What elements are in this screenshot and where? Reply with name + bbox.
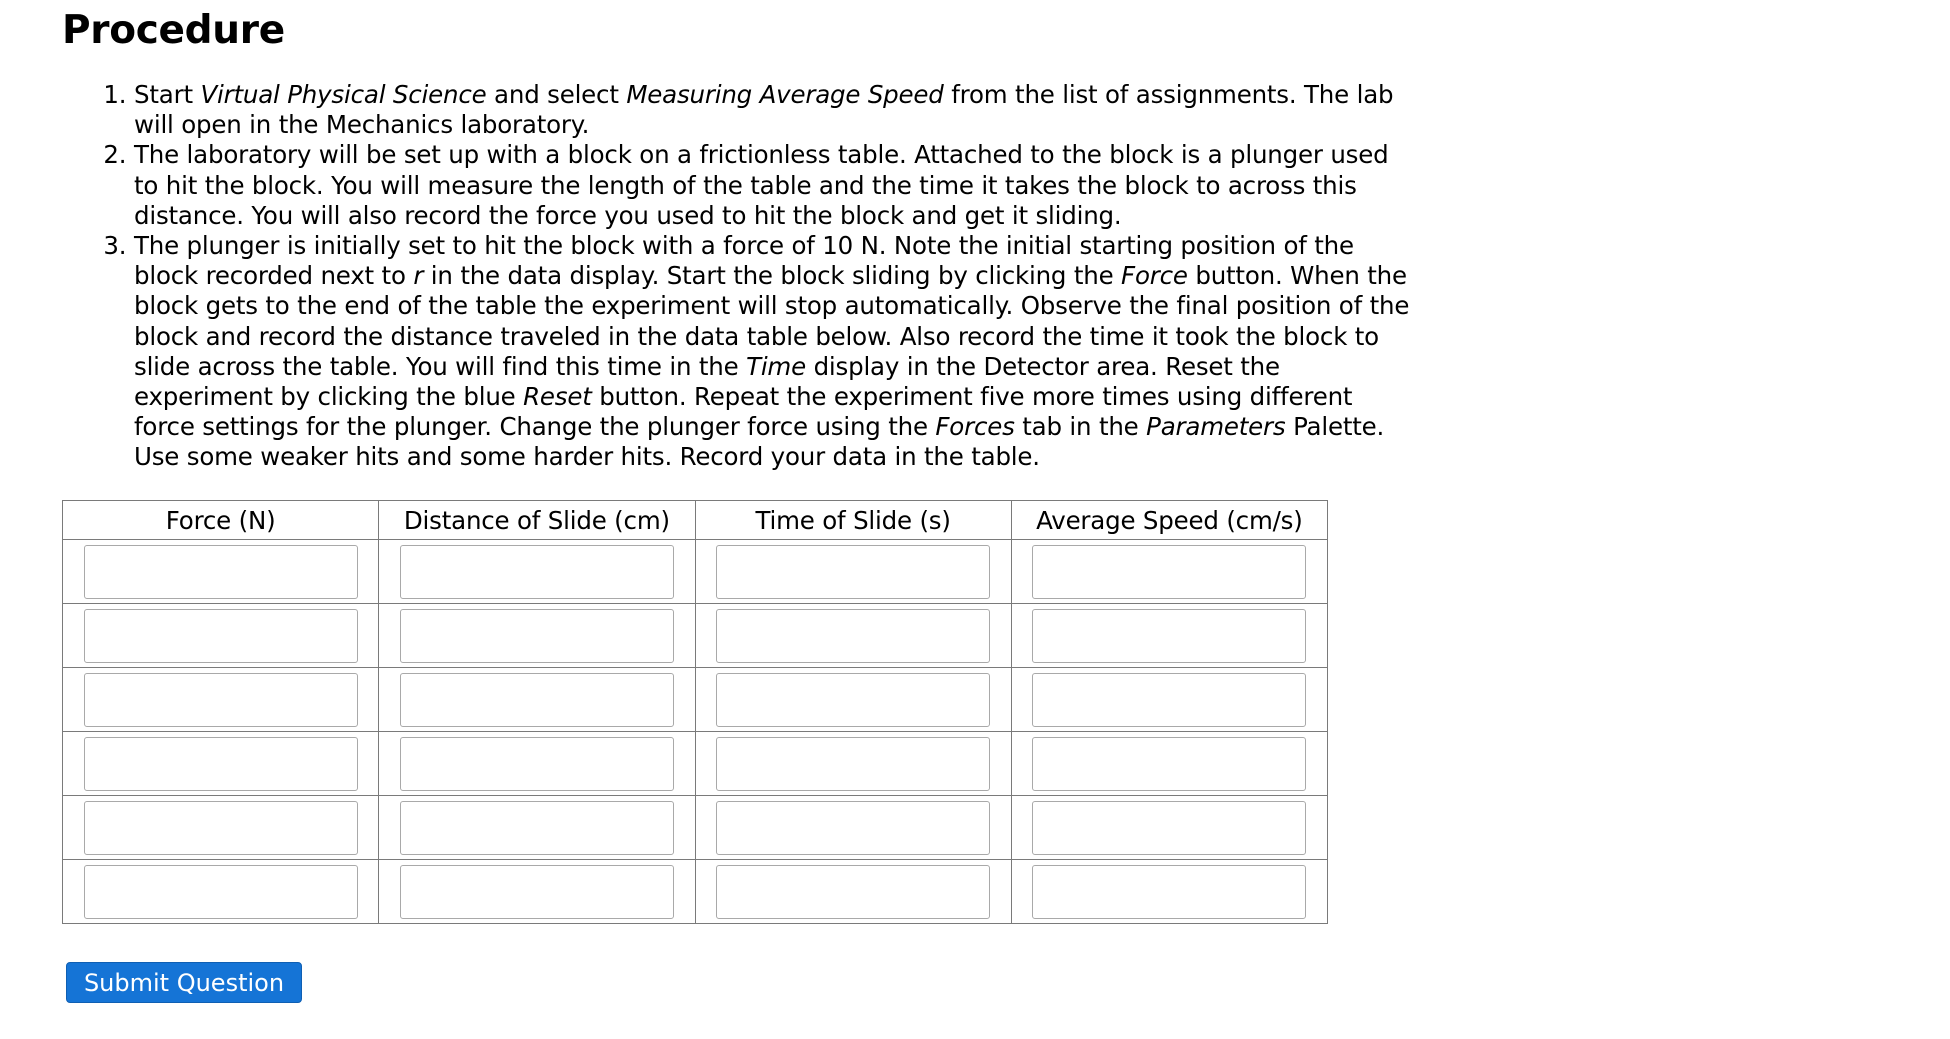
distance-input[interactable] — [400, 609, 674, 663]
procedure-steps-list — [62, 80, 1420, 473]
step-text: button. When the block gets to the end of the table the experiment will stop automatically. Observe the final position of the block and record the distance traveled in the data table below. Also record the time it took the block to slide across the table. You will find this time in the — [134, 261, 1410, 381]
table-cell — [695, 732, 1011, 796]
distance-input[interactable] — [400, 737, 674, 791]
step-text: Start — [134, 80, 201, 109]
force-input[interactable] — [84, 801, 358, 855]
data-table — [62, 500, 1328, 924]
table-row — [63, 796, 1328, 860]
time-input[interactable] — [716, 673, 990, 727]
table-body — [63, 540, 1328, 924]
table-cell — [63, 540, 379, 604]
step-text: The plunger is initially set to hit the block with a force of 10 N. Note the initial starting position of the block recorded next to — [134, 231, 1354, 291]
table-cell — [379, 540, 695, 604]
time-input[interactable] — [716, 801, 990, 855]
table-cell — [379, 668, 695, 732]
table-cell — [695, 860, 1011, 924]
table-cell — [379, 604, 695, 668]
table-row — [63, 860, 1328, 924]
average-speed-input[interactable] — [1032, 673, 1306, 727]
table-cell — [63, 668, 379, 732]
force-input[interactable] — [84, 673, 358, 727]
time-input[interactable] — [716, 865, 990, 919]
force-input[interactable] — [84, 545, 358, 599]
step-emphasis-text: Force — [1121, 261, 1188, 291]
table-cell — [695, 796, 1011, 860]
header-average-speed: Average Speed (cm/s) — [1011, 501, 1327, 540]
table-cell — [63, 732, 379, 796]
step-emphasis-text: Virtual Physical Science — [200, 80, 487, 109]
step-text: from the list of assignments. The lab will open in the Mechanics laboratory. — [134, 80, 1394, 140]
table-cell — [379, 732, 695, 796]
table-cell — [1011, 668, 1327, 732]
table-cell — [379, 796, 695, 860]
page-title: Procedure — [62, 8, 285, 53]
table-cell — [1011, 732, 1327, 796]
table-row — [63, 604, 1328, 668]
step-emphasis-text: Time — [746, 351, 806, 381]
step-emphasis-text: Measuring Average Speed — [626, 80, 944, 109]
table-cell — [695, 540, 1011, 604]
table-cell — [63, 860, 379, 924]
procedure-step — [134, 80, 1420, 140]
submit-question-button[interactable]: Submit Question — [66, 962, 302, 1003]
average-speed-input[interactable] — [1032, 737, 1306, 791]
table-cell — [379, 860, 695, 924]
table-cell — [63, 796, 379, 860]
force-input[interactable] — [84, 865, 358, 919]
force-input[interactable] — [84, 737, 358, 791]
average-speed-input[interactable] — [1032, 609, 1306, 663]
header-force: Force (N) — [63, 501, 379, 540]
header-time: Time of Slide (s) — [695, 501, 1011, 540]
time-input[interactable] — [716, 609, 990, 663]
table-cell — [1011, 540, 1327, 604]
table-cell — [1011, 860, 1327, 924]
time-input[interactable] — [716, 737, 990, 791]
table-cell — [1011, 604, 1327, 668]
average-speed-input[interactable] — [1032, 545, 1306, 599]
step-text: tab in the — [1014, 412, 1147, 442]
average-speed-input[interactable] — [1032, 801, 1306, 855]
distance-input[interactable] — [400, 545, 674, 599]
table-row — [63, 668, 1328, 732]
step-text: in the data display. Start the block sliding by clicking the — [423, 261, 1122, 291]
procedure-step — [134, 231, 1420, 473]
step-emphasis-text: Forces — [935, 412, 1015, 442]
table-header-row — [63, 501, 1328, 540]
table-row — [63, 540, 1328, 604]
table-cell — [1011, 796, 1327, 860]
header-distance: Distance of Slide (cm) — [379, 501, 695, 540]
table-cell — [695, 604, 1011, 668]
step-emphasis-text: r — [413, 261, 424, 291]
distance-input[interactable] — [400, 673, 674, 727]
step-text: and select — [486, 80, 627, 109]
step-text: Palette. Use some weaker hits and some harder hits. Record your data in the table. — [134, 412, 1385, 472]
distance-input[interactable] — [400, 801, 674, 855]
step-text: display in the Detector area. Reset the experiment by clicking the blue — [134, 351, 1280, 412]
distance-input[interactable] — [400, 865, 674, 919]
procedure-step — [134, 140, 1420, 231]
table-row — [63, 732, 1328, 796]
step-emphasis-text: Reset — [523, 382, 592, 412]
average-speed-input[interactable] — [1032, 865, 1306, 919]
step-text: button. Repeat the experiment five more times using different force settings for the plunger. Change the plunger force using the — [134, 382, 1353, 442]
time-input[interactable] — [716, 545, 990, 599]
table-cell — [695, 668, 1011, 732]
step-emphasis-text: Parameters — [1146, 412, 1286, 442]
force-input[interactable] — [84, 609, 358, 663]
table-cell — [63, 604, 379, 668]
step-text: The laboratory will be set up with a block on a frictionless table. Attached to the block is a plunger used to hit the block. You will measure the length of the table and the time it takes the block to across this distance. You will also record the force you used to hit the block and get it sliding. — [134, 140, 1389, 230]
